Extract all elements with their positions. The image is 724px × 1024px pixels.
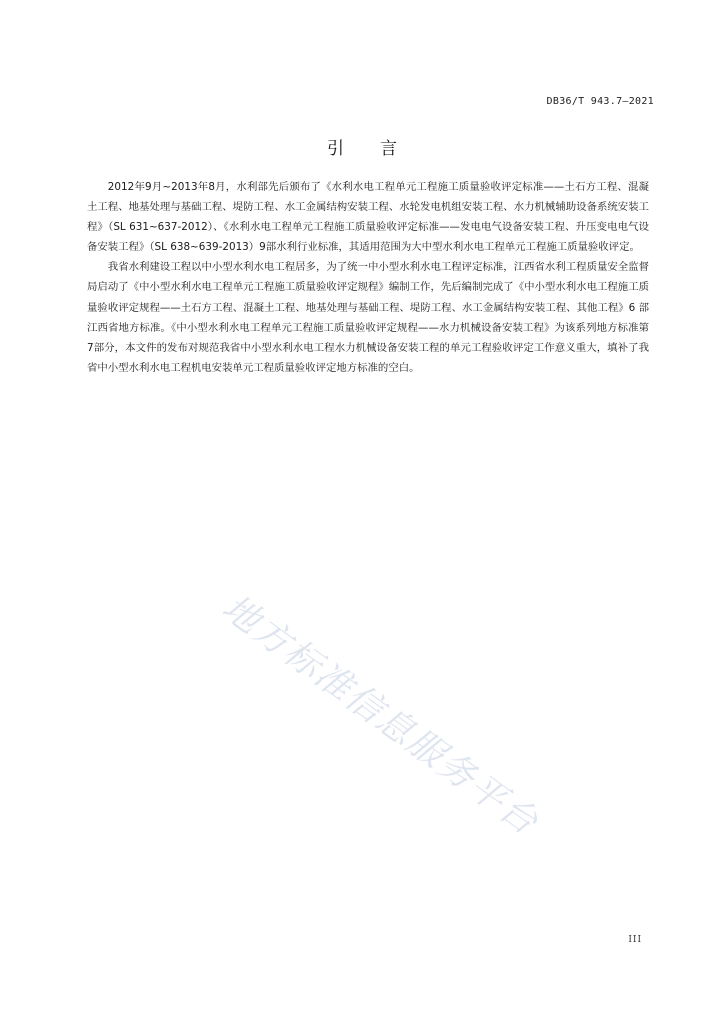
page-number: III bbox=[628, 935, 642, 945]
body-text bbox=[87, 177, 649, 378]
paragraph-1: 2012年9月~2013年8月，水利部先后颁布了《水利水电工程单元工程施工质量验收评定标准——土石方工程、混凝土工程、地基处理与基础工程、堤防工程、水工金属结构安装工程、水轮发电机组安装工程、水力机械辅助设备系统安装工程》（SL 631~637-2012）、《水利水电工程单元工程施工质量验收评定标准——发电电气设备安装工程、升压变电电气设备安装工程》（SL 638~639-2013）9部水利行业标准，其适用范围为大中型水利水电工程单元工程施工质量验收评定。 bbox=[87, 181, 649, 254]
paragraph-2: 我省水利建设工程以中小型水利水电工程居多，为了统一中小型水利水电工程评定标准，江西省水利工程质量安全监督局启动了《中小型水利水电工程单元工程施工质量验收评定规程》编制工作，先后编制完成了《中小型水利水电工程施工质量验收评定规程——土石方工程、混凝土工程、地基处理与基础工程、堤防工程、水工金属结构安装工程、其他工程》6 部江西省地方标准。《中小型水利水电工程单元工程施工质量验收评定规程——水力机械设备安装工程》为该系列地方标准第7部分，本文件的发布对规范我省中小型水利水电工程水力机械设备安装工程的单元工程验收评定工作意义重大，填补了我省中小型水利水电工程机电安装单元工程质量验收评定地方标准的空白。 bbox=[87, 261, 649, 374]
page-title: 引言 bbox=[327, 139, 433, 159]
document-id: DB36/T 943.7—2021 bbox=[546, 96, 654, 107]
watermark: 地方标准信息服务平台 bbox=[214, 587, 547, 844]
